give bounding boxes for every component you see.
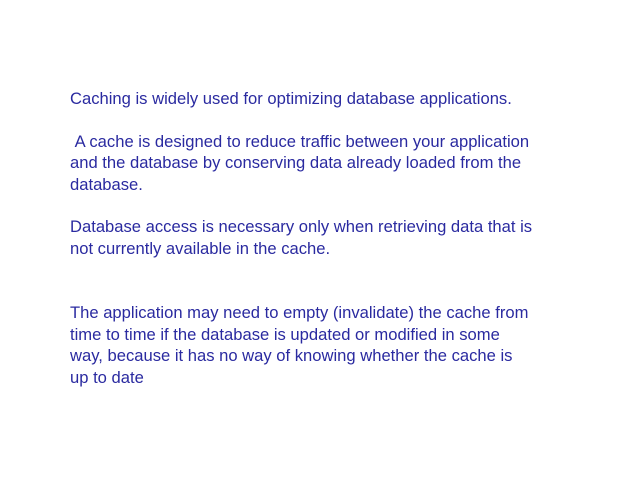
paragraph-cache-purpose: A cache is designed to reduce traffic between your application and the database by conserving data already loaded from the database. [70,131,530,194]
slide-text-body [70,88,610,388]
paragraph-caching-intro: Caching is widely used for optimizing database applications. [70,89,512,108]
paragraph-cache-invalidation: The application may need to empty (invalidate) the cache from time to time if the database is updated or modified in some way, because it has no way of knowing whether the cache is up to date [70,303,529,387]
paragraph-database-access: Database access is necessary only when retrieving data that is not currently available in the cache. [70,217,533,258]
